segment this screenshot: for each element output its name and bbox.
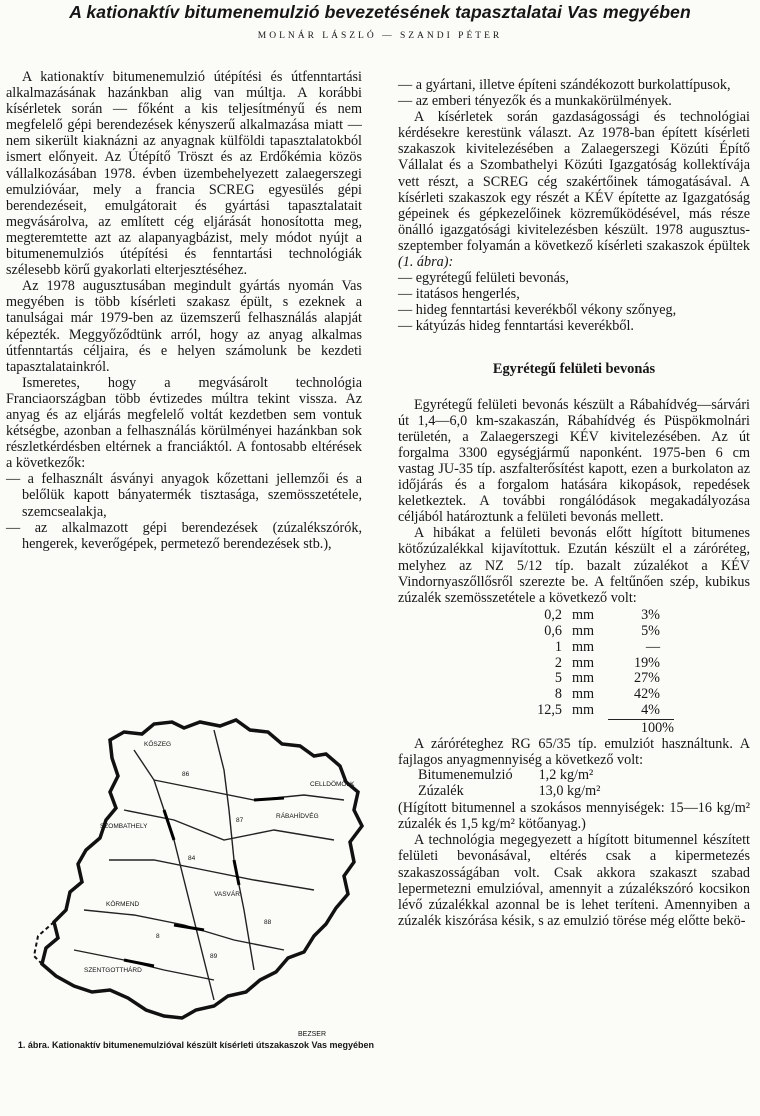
aggregate-total: 100% (608, 719, 674, 736)
map-scale-label: BEZSER (298, 1031, 327, 1038)
table-row (514, 703, 666, 719)
table-row (418, 784, 600, 800)
table-cell: — (645, 638, 660, 655)
table-row (514, 640, 666, 656)
map-label: SZENTGOTTHÁRD (84, 967, 142, 974)
map-label: 86 (182, 771, 190, 778)
table-cell: 8 (554, 686, 562, 703)
map-label: 84 (188, 855, 196, 862)
section-heading: Egyrétegű felületi bevonás (492, 360, 656, 377)
map-label: KÖRMEND (106, 901, 140, 908)
list-item: — a gyártani, illetve építeni szándékozott burkolattípusok, (398, 77, 731, 93)
list-item: — itatásos hengerlés, (398, 286, 520, 303)
table-cell: 4% (641, 702, 660, 719)
county-map-figure (14, 710, 378, 1040)
table-cell: 2 (554, 654, 562, 671)
table-row (514, 656, 666, 672)
county-map (14, 710, 378, 1040)
table-row (514, 687, 666, 703)
table-cell: mm (572, 670, 595, 687)
paragraph: Egyrétegű felületi bevonás készült a Rábahídvég—sárvári út 1,4—6,0 km-szakaszán, Rábahídvég és Püspökmolnári területén, a Zalaegerszegi KÉV kivitelezésében. Az út forgalma 3300 egységjármű naponként. 1975-ben 6 cm vastag JU-35 típ. aszfalterősítést kapott, ezen a burkolaton az időjárás és a forgalom hatására kikopások, repedések keletkeztek. A további rongálódások megakadályozása céljából határoztunk a felületi bevonás mellett. (398, 396, 750, 526)
right-column (398, 77, 750, 929)
table-row (514, 624, 666, 640)
list-item: — egyrétegű felületi bevonás, (398, 270, 569, 287)
map-label: CELLDÖMÖLK (310, 781, 355, 788)
table-cell: 0,2 (544, 606, 562, 623)
map-label: 87 (236, 817, 244, 824)
paragraph: Ismeretes, hogy a megvásárolt technológia Franciaországban több évtizedes múltra tekint vissza. Az anyag és az eljárás megfelelő voltát kezdetben sem vontuk kétségbe, azonban a felhasználás körülményei hazánkban sok részletkérdésben eltérnek a franciáktól. A fontosabb eltérések a következők: (6, 374, 362, 472)
table-cell: 27% (633, 670, 660, 687)
table-cell: 5% (641, 622, 660, 639)
materials-table (418, 768, 600, 800)
map-label: KŐSZEG (144, 741, 172, 748)
map-label: 8 (156, 933, 160, 940)
table-cell: 1 (554, 638, 562, 655)
table-cell: mm (572, 654, 595, 671)
paragraph: A technológia megegyezett a hígított bitumennel készített felületi bevonásával, eltérés csak a kipermetezés szakaszosságában volt. Csak akkora szakaszt szabad lepermetezni emulzióval, amennyit a zúzalékszóró kocsikon lévő zúzalékkal azonnal be is lehet teríteni. Amennyiben a zúzalék kiszórása késik, s az emulzió törése még előtte bekö- (398, 832, 750, 929)
table-cell: mm (572, 638, 595, 655)
paragraph: Az 1978 augusztusában megindult gyártás nyomán Vas megyében is több kísérleti szakasz épült, s ezeknek a tanulságai már 1979-ben az üzemszerű felhasználás alapját képezték. Meggyőződtünk arról, hogy az anyag alkalmas útfenntartás céljaira, és e helyen számolunk be kezdeti tapasztalatainkról. (6, 278, 362, 375)
table-cell: Zúzalék (418, 783, 464, 800)
map-label: RÁBAHÍDVÉG (276, 813, 319, 820)
aggregate-table (514, 608, 666, 719)
paragraph-text: A kísérletek során gazdaságossági és technológiai kérdésekre kerestünk választ. Az 1978-ban épített kísérleti szakaszok kivitelezésében a Zalaegerszegi Közúti Építő Vállalat és a Szombathelyi Közúti Igazgatóság kollektívája vett részt, a SCREG cég szakértőinek támogatásával. A kísérleti szakaszok egy részét a KÉV építette az Igazgatóság gépeinek és gépkezelőinek közreműködésével, más része önálló igazgatósági kivitelezésben készült. 1978 augusztus-szeptember folyamán a következő kísérleti szakaszok épültek (398, 109, 750, 254)
map-label: 88 (264, 919, 272, 926)
table-row (514, 608, 666, 624)
table-cell: mm (572, 686, 595, 703)
list-item: — kátyúzás hideg fenntartási keverékből. (398, 318, 634, 335)
paragraph: A hibákat a felületi bevonás előtt hígított bitumenes kötőzúzalékkal kijavítottuk. Ezután készült el a záróréteg, melyhez az NZ 5/12 típ. bazalt zúzalékot a KÉV Vindornyaszőllősről szerezte be. A feltűnően szép, kubikus zúzalék szemösszetétele a következő volt: (398, 525, 750, 606)
list-item: — az alkalmazott gépi berendezések (zúzalékszórók, hengerek, keverőgépek, permetező berendezések stb.), (6, 519, 362, 552)
table-cell: 1,2 kg/m² (538, 767, 594, 784)
list-item: — az emberi tényezők és a munkakörülmények. (398, 93, 672, 110)
paragraph (398, 109, 750, 270)
table-cell: 13,0 kg/m² (538, 783, 601, 800)
map-label: SZOMBATHELY (100, 823, 148, 830)
table-row (514, 671, 666, 687)
map-labels (84, 739, 355, 974)
left-column (6, 69, 362, 552)
table-cell: mm (572, 606, 595, 623)
table-cell: 5 (554, 670, 562, 687)
table-cell: 12,5 (537, 702, 562, 719)
map-label: 89 (210, 953, 218, 960)
article-authors: MOLNÁR LÁSZLÓ — SZANDI PÉTER (257, 31, 503, 41)
list-item: — hideg fenntartási keverékből vékony szőnyeg, (398, 302, 677, 319)
table-row (418, 768, 600, 784)
list-item: — a felhasznált ásványi anyagok kőzettani jellemzői és a belőlük kapott bányatermék tisztasága, szemösszetétele, szemcsealakja, (6, 471, 362, 520)
paragraph: (Hígított bitumennel a szokásos mennyiségek: 15—16 kg/m² zúzalék és 1,5 kg/m² kötőanyag.) (398, 800, 750, 833)
table-cell: 19% (633, 654, 660, 671)
test-sections (124, 798, 284, 966)
table-cell: Bitumenemulzió (418, 767, 513, 784)
article-title: A kationaktív bitumenemulzió bevezetésének tapasztalatai Vas megyében (69, 2, 691, 22)
figure-reference: (1. ábra): (398, 254, 454, 271)
table-cell: 42% (633, 686, 660, 703)
table-cell: mm (572, 702, 595, 719)
table-cell: mm (572, 622, 595, 639)
paragraph: A záróréteghez RG 65/35 típ. emulziót használtunk. A fajlagos anyagmennyiség a következő volt: (398, 736, 750, 769)
table-cell: 0,6 (544, 622, 562, 639)
paragraph: A kationaktív bitumenemulzió útépítési és útfenntartási alkalmazásának hazánkban alig van múltja. A korábbi kísérletek során — főként a kis teljesítményű és nem megfelelő gépi berendezések kényszerű alkalmazása miatt — nem sikerült kiaknázni az anyagnak külföldi tapasztalatokból ismert előnyeit. Az Útépítő Tröszt és az Erdőkémia közös vállalkozásában 1978. évben üzembehelyezett zalaegerszegi emulzióváar, mely a francia SCREG egyesülés gépi berendezéseit, emulgátorait és gyártási tapasztalatait megvásárolva, az említett cég eljárását honosította meg, megteremtette azt az alapanyagbázist, mely módot nyújt a bitumenemulziós útépítési és fenntartási technológiák szélesebb körű gyakorlati elterjesztéséhez. (6, 69, 362, 279)
figure-caption: 1. ábra. Kationaktív bitumenemulzióval készült kísérleti útszakaszok Vas megyében (17, 1040, 375, 1050)
table-cell: 3% (641, 606, 660, 623)
map-label: VASVÁR (214, 891, 240, 898)
